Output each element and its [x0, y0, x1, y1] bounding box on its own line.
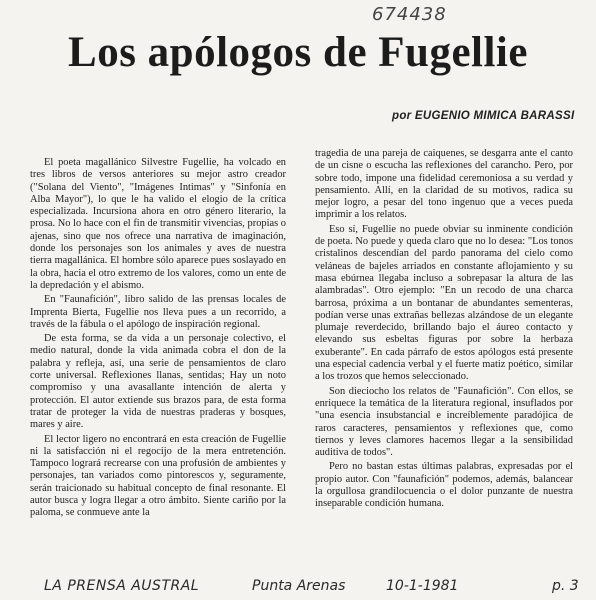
publication-city: Punta Arenas	[252, 578, 346, 594]
paragraph: Son dieciocho los relatos de "Faunafición". Con ellos, se enriquece la temática de la literatura regional, insuflados por "una esencia insubstancial e increíblemente paradójica de raros caracteres, pensamientos y reflexiones que, como tiernos y leves clamores hacemos llegar a la sensibilidad auditiva de todos".	[315, 385, 573, 459]
publication-date: 10-1-1981	[386, 578, 459, 594]
paragraph: El poeta magallánico Silvestre Fugellie, ha volcado en tres libros de versos anteriores su mejor astro creador ("Solana del Viento", "Imágenes Intimas" y "Sinfonía en Alba Mayor"), lo que le ha valido el elogio de la crítica especializada. Incursiona ahora en otro género literario, la prosa. No lo hace con el fin de transmitir vivencias, propias o ajenas, sino que nos ofrece una narrativa de imaginación, donde los personajes son los animales y aves de nuestra tierra magallánica. El hombre sólo aparece pues soslayado en la obra, hacia el otro extremo de los valores, como un ente de la depredación y el abismo.	[30, 157, 286, 291]
publication-name: LA PRENSA AUSTRAL	[44, 578, 200, 594]
byline: por EUGENIO MIMICA BARASSI	[392, 110, 575, 122]
catalog-number: 674438	[372, 4, 447, 25]
handwritten-source-note	[44, 578, 579, 598]
article-column-left	[30, 157, 286, 522]
paragraph: De esta forma, se da vida a un personaje colectivo, el medio natural, donde la vida animada cobra el don de la palabra y refleja, así, una serie de pensamientos de claro corte universal. Reflexiones llanas, sentidas; Hay un noto compromiso y una avasallante intención de alerta y protección. El autor extiende sus brazos para, de esta forma tratar de proteger la vida de nuestras praderas y bosques, mares y aire.	[30, 333, 286, 431]
paragraph: Eso sí, Fugellie no puede obviar su inminente condición de poeta. No puede y queda claro que no lo desea: "Los tonos cristalinos descendían del pardo panorama del cielo como veláneas de bajeles arriados en constante aflojamiento y su masa ebúrnea llegaba incluso a sobrepasar la altura de las alambradas". Otro ejemplo: "En un recodo de una charca barrosa, próxima a un bontanar de abundantes sementeras, podían verse unas extrañas bellezas alzándose de un elegante plumaje reverdecido, brillando bajo el áureo contacto y elevando sus esbeltas figuras por sobre la herbaza exuberante". En cada párrafo de estos apólogos está presente una especial cadencia verbal y el fuerte matiz poético, similar a los trozos que hemos seleccionado.	[315, 223, 573, 383]
article-column-right	[315, 148, 573, 513]
paragraph: En "Faunafición", libro salido de las prensas locales de Imprenta Bierta, Fugellie nos lleva pues a un recorrido, a través de la fábula o el apólogo de inspiración regional.	[30, 294, 286, 330]
page-number: p. 3	[552, 578, 579, 594]
paragraph: Pero no bastan estas últimas palabras, expresadas por el propio autor. Con "faunafición" podemos, además, balancear la orgullosa grandilocuencia o el dolor punzante de nuestra inseparable condición humana.	[315, 461, 573, 510]
article-title: Los apólogos de Fugellie	[68, 29, 528, 76]
paragraph: tragedia de una pareja de caiquenes, se desgarra ante el canto de un cisne o escucha las reflexiones del caranchо. Pero, por sobre todo, impone una fidelidad ceremoniosa a su verdad y pensamiento. Allí, en la claridad de su motivos, radica su mejor logro, a pesar del tono ingenuo que a veces pueda imprimir a los relatos.	[315, 148, 573, 221]
paragraph: El lector ligero no encontrará en esta creación de Fugellie ni la satisfacción ni el regocijo de la mera entretención. Tampoco logrará recrearse con una profusión de ambientes y personajes, tan variados como pintorescos y, seguramente, serán traicionado su habitual concepto de final resonante. El autor busca y logra llegar a otro ámbito. Siente cariño por la paloma, se conmueve ante la	[30, 433, 286, 519]
